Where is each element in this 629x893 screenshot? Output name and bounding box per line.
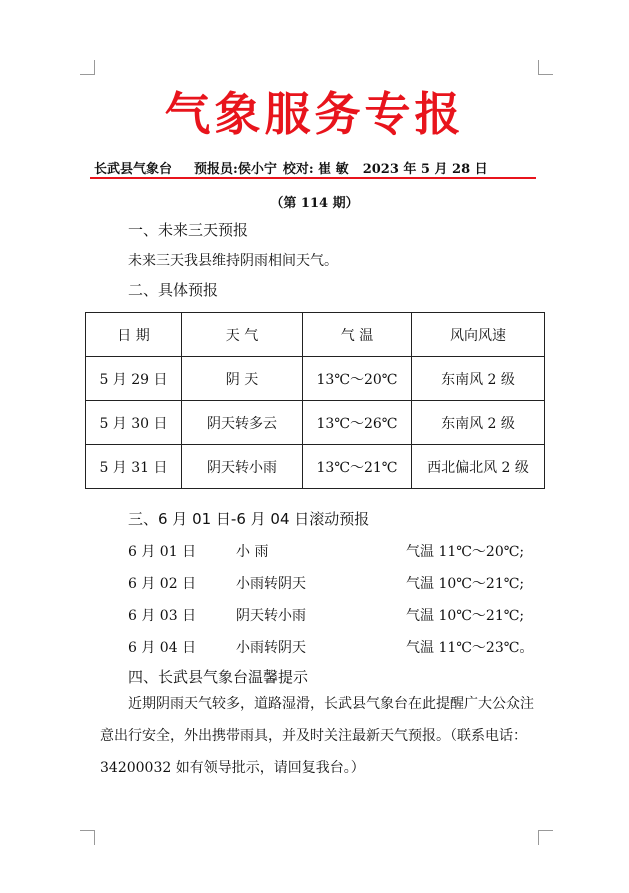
- table-header-cell: 气 温: [303, 313, 412, 357]
- rolling-temp: 气温 11℃～23℃。: [406, 640, 534, 656]
- header-org: 长武县气象台: [94, 162, 173, 177]
- rolling-weather: 小雨转阴天: [236, 640, 306, 656]
- table-row: [86, 445, 545, 489]
- rolling-temp: 气温 10℃～21℃;: [406, 608, 525, 624]
- issue-number: （第 114 期）: [270, 196, 359, 211]
- header-checker: 校对: 崔 敏: [282, 162, 349, 177]
- rolling-weather: 小 雨: [236, 544, 269, 560]
- table-cell: 东南风 2 级: [412, 357, 545, 401]
- table-cell: 西北偏北风 2 级: [412, 445, 545, 489]
- section-2-title: 二、具体预报: [128, 281, 219, 299]
- table-header-cell: 风向风速: [412, 313, 545, 357]
- forecast-table: [85, 312, 545, 489]
- corner-mark-bottom-left: [80, 830, 95, 845]
- rolling-date: 6 月 03 日: [128, 608, 197, 624]
- table-row: [86, 401, 545, 445]
- tips-paragraph: 近期阴雨天气较多，道路湿滑，长武县气象台在此提醒广大公众注意出行安全，外出携带雨具，并及时关注最新天气预报。（联系电话：34200032 如有领导批示，请回复我台。）: [100, 696, 534, 776]
- table-cell: 5 月 31 日: [86, 445, 182, 489]
- table-cell: 东南风 2 级: [412, 401, 545, 445]
- section-4-title: 四、长武县气象台温馨提示: [128, 668, 309, 686]
- table-cell: 13℃～21℃: [303, 445, 412, 489]
- section-1-title: 一、未来三天预报: [128, 221, 249, 239]
- header-date: 2023 年 5 月 28 日: [362, 162, 488, 177]
- header-forecaster: 预报员:侯小宁: [194, 162, 277, 177]
- corner-mark-bottom-right: [538, 830, 553, 845]
- table-header-row: [86, 313, 545, 357]
- table-cell: 阴 天: [182, 357, 303, 401]
- table-header-cell: 天 气: [182, 313, 303, 357]
- table-cell: 13℃～20℃: [303, 357, 412, 401]
- section-1-text: 未来三天我县维持阴雨相间天气。: [128, 253, 338, 269]
- table-cell: 阴天转多云: [182, 401, 303, 445]
- table-cell: 5 月 29 日: [86, 357, 182, 401]
- rolling-weather: 阴天转小雨: [236, 608, 306, 624]
- document-title: 气象服务专报: [164, 87, 465, 141]
- header-line: [90, 158, 536, 177]
- table-header-cell: 日 期: [86, 313, 182, 357]
- table-cell: 阴天转小雨: [182, 445, 303, 489]
- table-row: [86, 357, 545, 401]
- corner-mark-top-right: [538, 60, 553, 75]
- section-3-title: 三、6 月 01 日-6 月 04 日滚动预报: [128, 510, 370, 528]
- rolling-temp: 气温 10℃～21℃;: [406, 576, 525, 592]
- header-red-rule: [90, 177, 536, 179]
- rolling-date: 6 月 02 日: [128, 576, 197, 592]
- rolling-date: 6 月 01 日: [128, 544, 197, 560]
- rolling-temp: 气温 11℃～20℃;: [406, 544, 525, 560]
- rolling-weather: 小雨转阴天: [236, 576, 306, 592]
- corner-mark-top-left: [80, 60, 95, 75]
- rolling-date: 6 月 04 日: [128, 640, 197, 656]
- table-cell: 5 月 30 日: [86, 401, 182, 445]
- table-cell: 13℃～26℃: [303, 401, 412, 445]
